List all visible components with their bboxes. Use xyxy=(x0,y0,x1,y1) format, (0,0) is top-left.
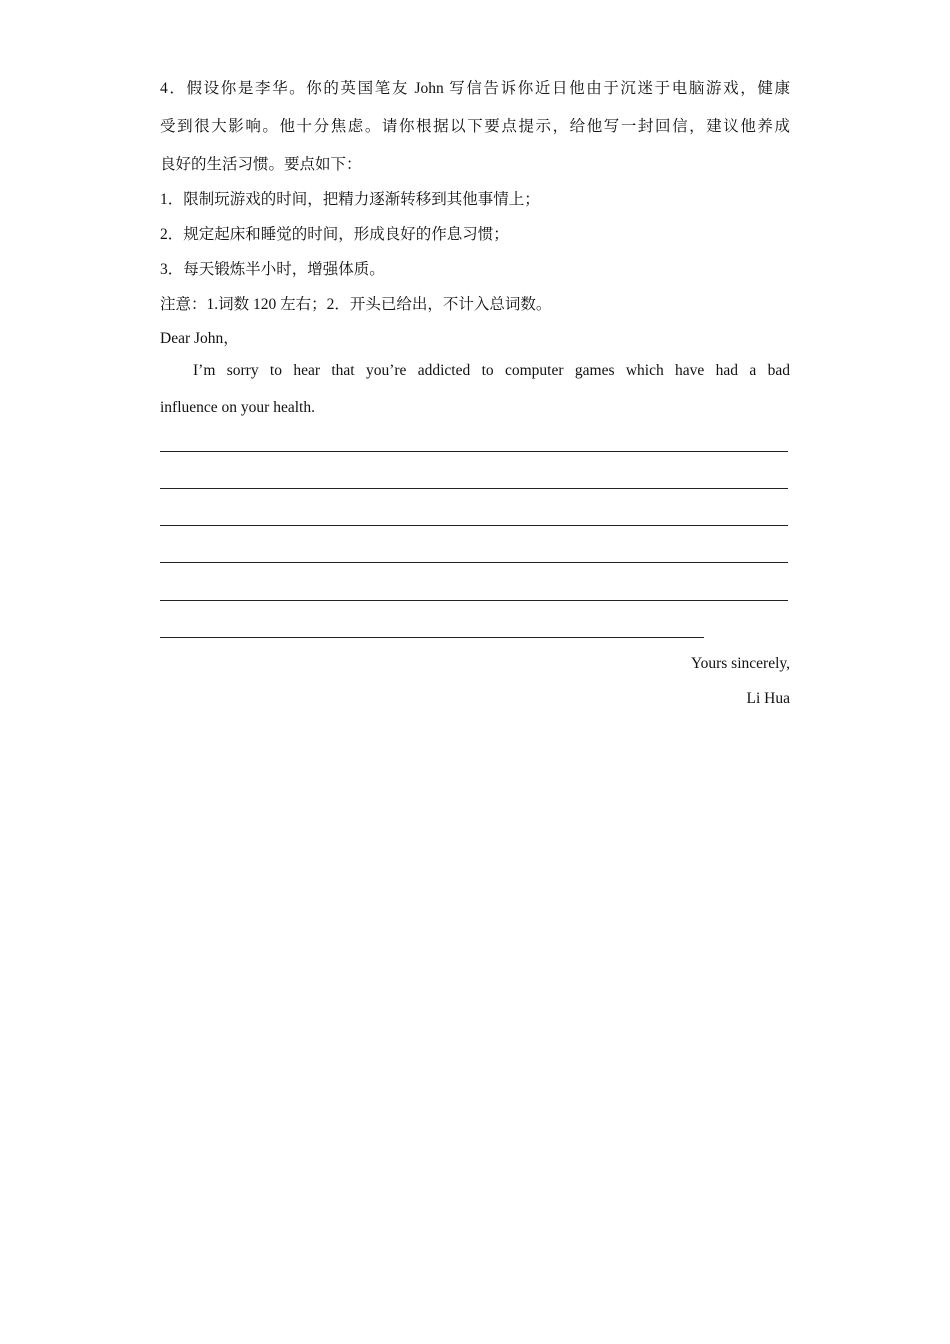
opening-line-1: I’m sorry to hear that you’re addicted to computer games which have had a bad xyxy=(193,362,790,379)
closing: Yours sincerely, xyxy=(690,655,790,672)
prompt-line-2: 受到很大影响。他十分焦虑。请你根据以下要点提示，给他写一封回信，建议他养成 xyxy=(160,118,790,135)
writing-blank-2[interactable] xyxy=(160,488,788,489)
salutation: Dear John， xyxy=(160,330,239,347)
prompt-line-3: 良好的生活习惯。要点如下： xyxy=(160,156,362,173)
writing-blank-4[interactable] xyxy=(160,562,788,563)
signature: Li Hua xyxy=(746,690,790,707)
point-2: 2．规定起床和睡觉的时间，形成良好的作息习惯； xyxy=(160,226,509,243)
writing-blank-3[interactable] xyxy=(160,525,788,526)
writing-blank-1[interactable] xyxy=(160,451,788,452)
point-1: 1．限制玩游戏的时间，把精力逐渐转移到其他事情上； xyxy=(160,191,540,208)
point-3: 3．每天锻炼半小时，增强体质。 xyxy=(160,261,385,278)
note: 注意：1.词数 120 左右；2．开头已给出，不计入总词数。 xyxy=(160,296,552,313)
writing-blank-5[interactable] xyxy=(160,600,788,601)
opening-line-2: influence on your health. xyxy=(160,399,315,416)
writing-blank-6[interactable] xyxy=(160,637,704,638)
prompt-line-1: 4．假设你是李华。你的英国笔友 John 写信告诉你近日他由于沉迷于电脑游戏，健康 xyxy=(160,80,790,97)
